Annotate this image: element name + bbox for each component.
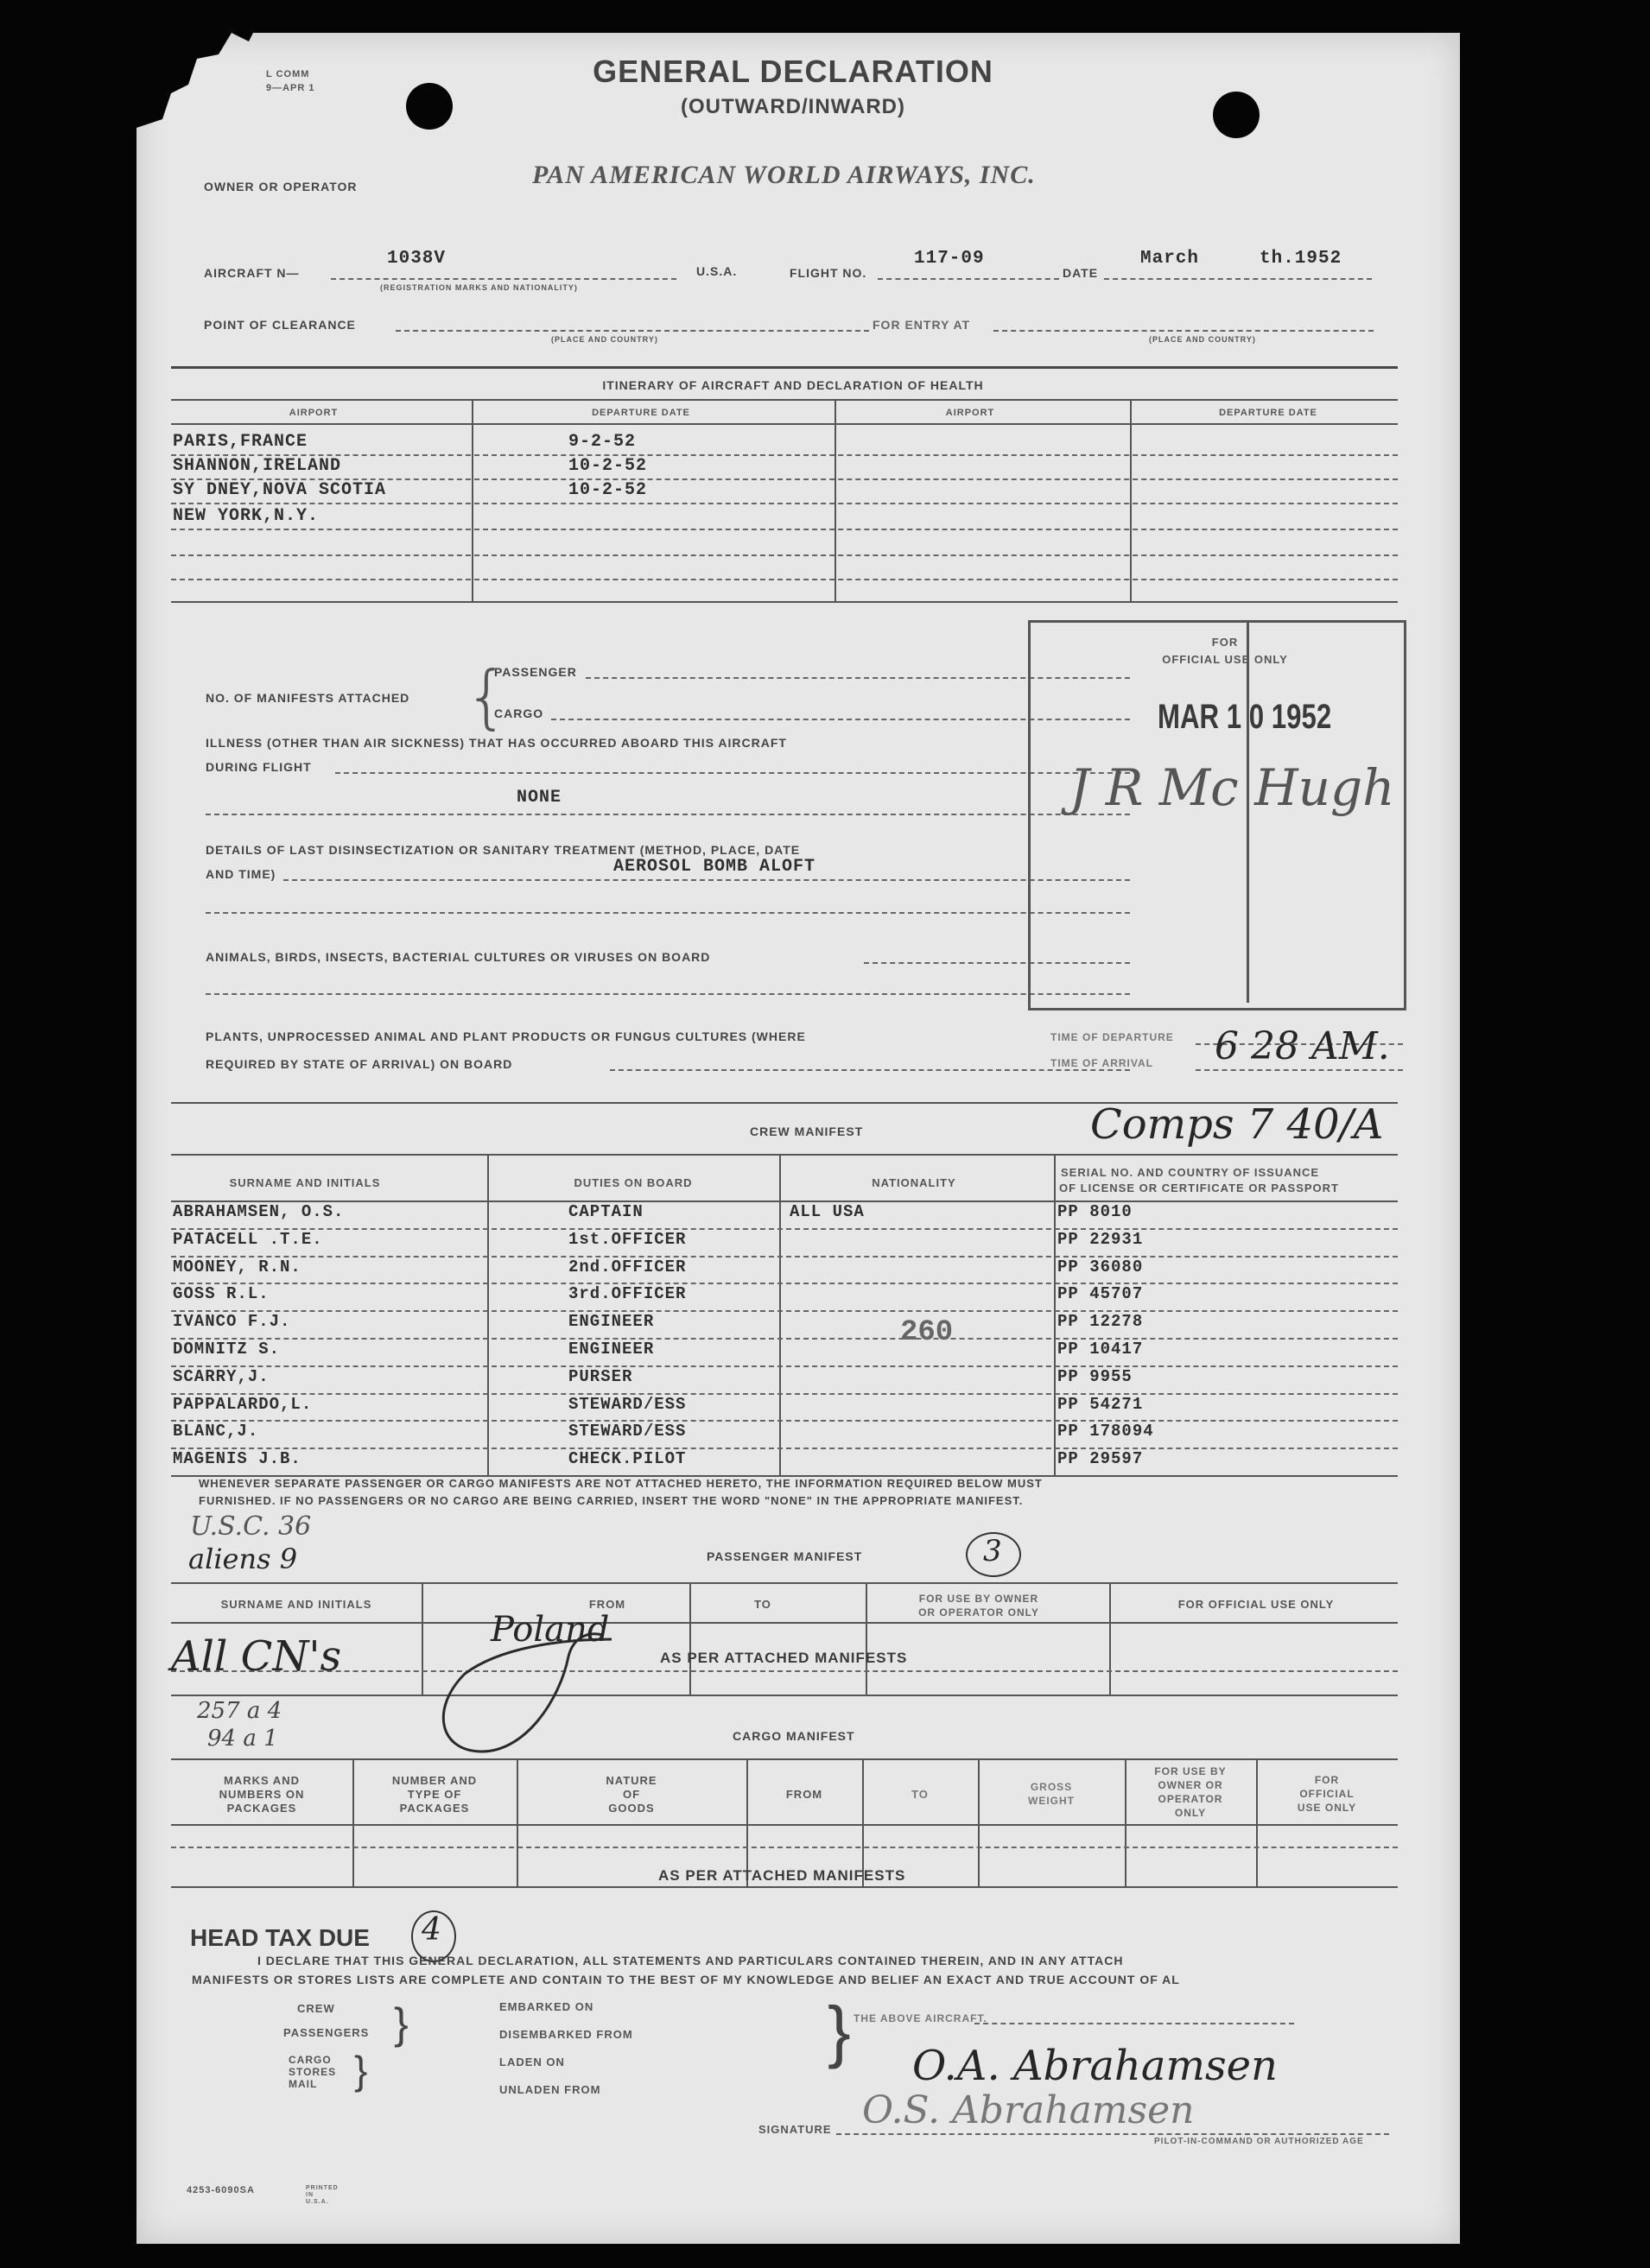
place-note-2: (PLACE AND COUNTRY) (1149, 335, 1256, 344)
date-value-year: th.1952 (1260, 249, 1342, 269)
head-tax-label: HEAD TAX DUE (190, 1924, 370, 1951)
decl-brace-1: } (394, 1999, 409, 2048)
passenger-note-2: aliens 9 (188, 1543, 298, 1575)
passenger-as-per: AS PER ATTACHED MANIFESTS (660, 1650, 908, 1666)
crew-serial: PP 9955 (1057, 1366, 1133, 1386)
decl-crew: CREW (297, 2002, 335, 2015)
crew-name: ABRAHAMSEN, O.S. (173, 1202, 345, 1221)
passenger-note-1: U.S.C. 36 (190, 1511, 312, 1542)
crew-serial: PP 8010 (1057, 1202, 1133, 1221)
decl-mail: MAIL (289, 2078, 318, 2090)
decl-brace-3: } (828, 1992, 851, 2069)
crew-title: CREW MANIFEST (750, 1124, 864, 1138)
cargo-col-owner-3: OPERATOR (1158, 1793, 1223, 1805)
passenger-count: 3 (983, 1534, 1002, 1568)
itinerary-date-3: 10-2-52 (568, 480, 648, 500)
crew-duty: CHECK.PILOT (568, 1449, 687, 1469)
cargo-as-per: AS PER ATTACHED MANIFESTS (658, 1867, 906, 1884)
owner-value: PAN AMERICAN WORLD AIRWAYS, INC. (532, 161, 1036, 189)
cargo-label: CARGO (494, 706, 544, 720)
crew-handwritten-note: Comps 7 40/A (1090, 1100, 1384, 1149)
passenger-note-4: 94 a 1 (207, 1726, 278, 1752)
decl-laden: LADEN ON (499, 2056, 565, 2068)
declaration-text-1: I DECLARE THAT THIS GENERAL DECLARATION, ALL STATEMENTS AND PARTICULARS CONTAINED THEREIN, AND IN ANY ATTACH (257, 1954, 1124, 1967)
itinerary-col-departure-2: DEPARTURE DATE (1219, 408, 1317, 418)
decl-above-aircraft: THE ABOVE AIRCRAFT. (854, 2012, 987, 2024)
crew-row-line (171, 1448, 1398, 1449)
time-arrival-label: TIME OF ARRIVAL (1050, 1057, 1153, 1069)
passenger-col-surname: SURNAME AND INITIALS (220, 1598, 372, 1611)
crew-name: IVANCO F.J. (173, 1312, 291, 1332)
itinerary-title: ITINERARY OF AIRCRAFT AND DECLARATION OF HEALTH (602, 378, 984, 392)
and-time-label: AND TIME) (206, 867, 276, 881)
crew-name: MOONEY, R.N. (173, 1257, 301, 1277)
time-departure-label: TIME OF DEPARTURE (1050, 1031, 1174, 1043)
official-stamp-date: MAR 1 0 1952 (1158, 698, 1332, 736)
crew-serial: PP 178094 (1057, 1422, 1154, 1441)
clearance-label: POINT OF CLEARANCE (204, 318, 356, 332)
cargo-col-nature-3: GOODS (608, 1802, 655, 1815)
page-subtitle: (OUTWARD/INWARD) (681, 95, 905, 118)
crew-serial: PP 45707 (1057, 1284, 1144, 1304)
punch-hole-left (406, 83, 453, 130)
passenger-title: PASSENGER MANIFEST (707, 1549, 863, 1563)
crew-name: MAGENIS J.B. (173, 1449, 301, 1469)
torn-corner (136, 24, 257, 136)
entry-label: FOR ENTRY AT (873, 318, 971, 332)
cargo-title: CARGO MANIFEST (733, 1729, 855, 1743)
head-tax-value: 4 (422, 1912, 441, 1948)
illness-value: NONE (517, 788, 562, 808)
crew-row-line (171, 1283, 1398, 1284)
crew-row-line (171, 1256, 1398, 1258)
itinerary-airport-1: PARIS,FRANCE (173, 432, 308, 452)
crew-serial: PP 12278 (1057, 1312, 1144, 1332)
crew-serial: PP 22931 (1057, 1229, 1144, 1249)
crew-col-duties: DUTIES ON BOARD (574, 1176, 693, 1189)
printed-note: PRINTED IN U.S.A. (306, 2185, 339, 2205)
crew-serial: PP 10417 (1057, 1340, 1144, 1359)
aircraft-label: AIRCRAFT N— (204, 266, 300, 280)
signature-label: SIGNATURE (758, 2123, 832, 2136)
itinerary-airport-4: NEW YORK,N.Y. (173, 506, 320, 526)
arrival-time-value: 6 28 AM. (1215, 1024, 1390, 1068)
disinsect-value: AEROSOL BOMB ALOFT (613, 857, 816, 877)
declaration-text-2: MANIFESTS OR STORES LISTS ARE COMPLETE AND CONTAIN TO THE BEST OF MY KNOWLEDGE AND BELIEF AN EXACT AND TRUE ACCOUNT OF AL (192, 1973, 1180, 1986)
notice-line-2: FURNISHED. IF NO PASSENGERS OR NO CARGO ARE BEING CARRIED, INSERT THE WORD "NONE" IN THE APPROPRIATE MANIFEST. (199, 1494, 1024, 1507)
declaration-form (136, 33, 1460, 2244)
cargo-col-marks-2: NUMBERS ON (219, 1788, 305, 1801)
crew-duty: ENGINEER (568, 1340, 655, 1359)
plants-label: PLANTS, UNPROCESSED ANIMAL AND PLANT PRODUCTS OR FUNGUS CULTURES (WHERE (206, 1029, 806, 1043)
official-use-only: OFFICIAL USE ONLY (1162, 653, 1288, 666)
cargo-col-nature-1: NATURE (606, 1774, 657, 1787)
date-value-month: March (1140, 249, 1200, 269)
crew-col-surname: SURNAME AND INITIALS (229, 1176, 381, 1189)
cargo-col-marks-1: MARKS AND (224, 1774, 300, 1787)
crew-row-line (171, 1228, 1398, 1230)
pilot-note: PILOT-IN-COMMAND OR AUTHORIZED AGE (1154, 2137, 1364, 2146)
crew-row-line (171, 1393, 1398, 1395)
cargo-col-number-1: NUMBER AND (391, 1774, 478, 1787)
decl-stores: STORES (289, 2066, 337, 2078)
page-title: GENERAL DECLARATION (593, 54, 993, 89)
flight-value: 117-09 (914, 249, 985, 269)
cargo-col-official-1: FOR (1314, 1774, 1340, 1786)
crew-serial: PP 29597 (1057, 1449, 1144, 1469)
crew-duty: CAPTAIN (568, 1202, 644, 1221)
cargo-col-owner-2: OWNER OR (1158, 1779, 1223, 1791)
corner-text-2: 9—APR 1 (266, 83, 315, 93)
crew-col-nationality: NATIONALITY (872, 1176, 956, 1189)
crew-duty: STEWARD/ESS (568, 1394, 687, 1414)
cargo-col-gross-1: GROSS (1030, 1781, 1073, 1793)
itinerary-airport-3: SY DNEY,NOVA SCOTIA (173, 480, 387, 500)
itinerary-airport-2: SHANNON,IRELAND (173, 456, 342, 476)
aircraft-value: 1038V (387, 249, 447, 269)
illness-label: ILLNESS (OTHER THAN AIR SICKNESS) THAT HAS OCCURRED ABOARD THIS AIRCRAFT (206, 736, 787, 750)
cargo-col-number-3: PACKAGES (399, 1802, 470, 1815)
decl-unladen: UNLADEN FROM (499, 2083, 601, 2096)
crew-duty: 1st.OFFICER (568, 1229, 687, 1249)
crew-duty: PURSER (568, 1366, 633, 1386)
flight-label: FLIGHT NO. (790, 266, 867, 280)
crew-name: PAPPALARDO,L. (173, 1394, 313, 1414)
passenger-handwritten-2: Poland (491, 1610, 610, 1650)
crew-stamp-number: 260 (900, 1316, 954, 1349)
cargo-col-to: TO (911, 1788, 929, 1801)
itinerary-date-2: 10-2-52 (568, 456, 648, 476)
crew-serial: PP 54271 (1057, 1394, 1144, 1414)
official-for: FOR (1211, 636, 1239, 649)
passenger-label: PASSENGER (494, 665, 577, 679)
crew-row-line (171, 1365, 1398, 1367)
decl-disembarked: DISEMBARKED FROM (499, 2028, 633, 2041)
form-number: 4253-6090SA (187, 2185, 255, 2195)
crew-duty: ENGINEER (568, 1312, 655, 1332)
punch-hole-right (1213, 92, 1260, 138)
passenger-handwritten: All CN's (171, 1632, 342, 1681)
crew-row-line (171, 1310, 1398, 1312)
passenger-col-official: FOR OFFICIAL USE ONLY (1177, 1598, 1335, 1611)
passenger-col-owner-1: FOR USE BY OWNER (918, 1593, 1039, 1605)
decl-brace-2: } (354, 2048, 368, 2093)
corner-text-1: L COMM (266, 69, 310, 79)
crew-duty: 2nd.OFFICER (568, 1257, 687, 1277)
disinsect-label: DETAILS OF LAST DISINSECTIZATION OR SANITARY TREATMENT (METHOD, PLACE, DATE (206, 843, 801, 857)
official-signature: J R Mc Hugh (1069, 758, 1395, 817)
itinerary-date-1: 9-2-52 (568, 432, 637, 452)
crew-duty: STEWARD/ESS (568, 1422, 687, 1441)
captain-signature: O.A. Abrahamsen (912, 2042, 1278, 2090)
crew-name: DOMNITZ S. (173, 1340, 281, 1359)
cargo-col-number-2: TYPE OF (407, 1788, 462, 1801)
cargo-col-owner-1: FOR USE BY (1154, 1765, 1227, 1777)
crew-row-line (171, 1338, 1398, 1340)
cargo-col-gross-2: WEIGHT (1028, 1795, 1075, 1807)
cargo-col-from: FROM (785, 1788, 823, 1801)
itinerary-col-departure: DEPARTURE DATE (592, 408, 690, 418)
manifests-brace: { (465, 656, 509, 737)
cargo-col-marks-3: PACKAGES (226, 1802, 297, 1815)
crew-serial: PP 36080 (1057, 1257, 1144, 1277)
during-flight-label: DURING FLIGHT (206, 760, 312, 774)
passenger-col-to: TO (754, 1598, 771, 1611)
itinerary-col-airport-2: AIRPORT (945, 408, 995, 418)
usa-label: U.S.A. (696, 264, 738, 278)
passenger-col-owner-2: OR OPERATOR ONLY (918, 1606, 1039, 1619)
date-label: DATE (1063, 266, 1099, 280)
notice-line-1: WHENEVER SEPARATE PASSENGER OR CARGO MANIFESTS ARE NOT ATTACHED HERETO, THE INFORMATION REQUIRED BELOW MUST (199, 1477, 1043, 1490)
itinerary-col-airport: AIRPORT (289, 408, 339, 418)
owner-label: OWNER OR OPERATOR (204, 180, 358, 193)
crew-nationality: ALL USA (790, 1202, 865, 1221)
passenger-col-from: FROM (588, 1598, 626, 1611)
manifests-label: NO. OF MANIFESTS ATTACHED (206, 691, 410, 705)
animals-label: ANIMALS, BIRDS, INSECTS, BACTERIAL CULTURES OR VIRUSES ON BOARD (206, 950, 711, 964)
decl-passengers: PASSENGERS (283, 2026, 370, 2039)
cargo-col-official-2: OFFICIAL (1299, 1788, 1355, 1800)
crew-col-serial-1: SERIAL NO. AND COUNTRY OF ISSUANCE (1061, 1166, 1320, 1179)
crew-name: SCARRY,J. (173, 1366, 270, 1386)
crew-name: GOSS R.L. (173, 1284, 270, 1304)
passenger-note-3: 257 a 4 (197, 1698, 282, 1724)
cargo-col-owner-4: ONLY (1174, 1807, 1207, 1819)
crew-name: PATACELL .T.E. (173, 1229, 323, 1249)
place-note-1: (PLACE AND COUNTRY) (551, 335, 658, 344)
crew-row-line (171, 1420, 1398, 1422)
crew-name: BLANC,J. (173, 1422, 259, 1441)
crew-duty: 3rd.OFFICER (568, 1284, 687, 1304)
registration-note: (REGISTRATION MARKS AND NATIONALITY) (380, 283, 578, 292)
decl-embarked: EMBARKED ON (499, 2000, 594, 2013)
captain-signature-stamp: O.S. Abrahamsen (862, 2088, 1195, 2132)
cargo-col-nature-2: OF (622, 1788, 641, 1801)
decl-cargo: CARGO (289, 2054, 332, 2066)
cargo-col-official-3: USE ONLY (1297, 1802, 1357, 1814)
plants-label-2: REQUIRED BY STATE OF ARRIVAL) ON BOARD (206, 1057, 513, 1071)
crew-col-serial-2: OF LICENSE OR CERTIFICATE OR PASSPORT (1059, 1182, 1339, 1194)
